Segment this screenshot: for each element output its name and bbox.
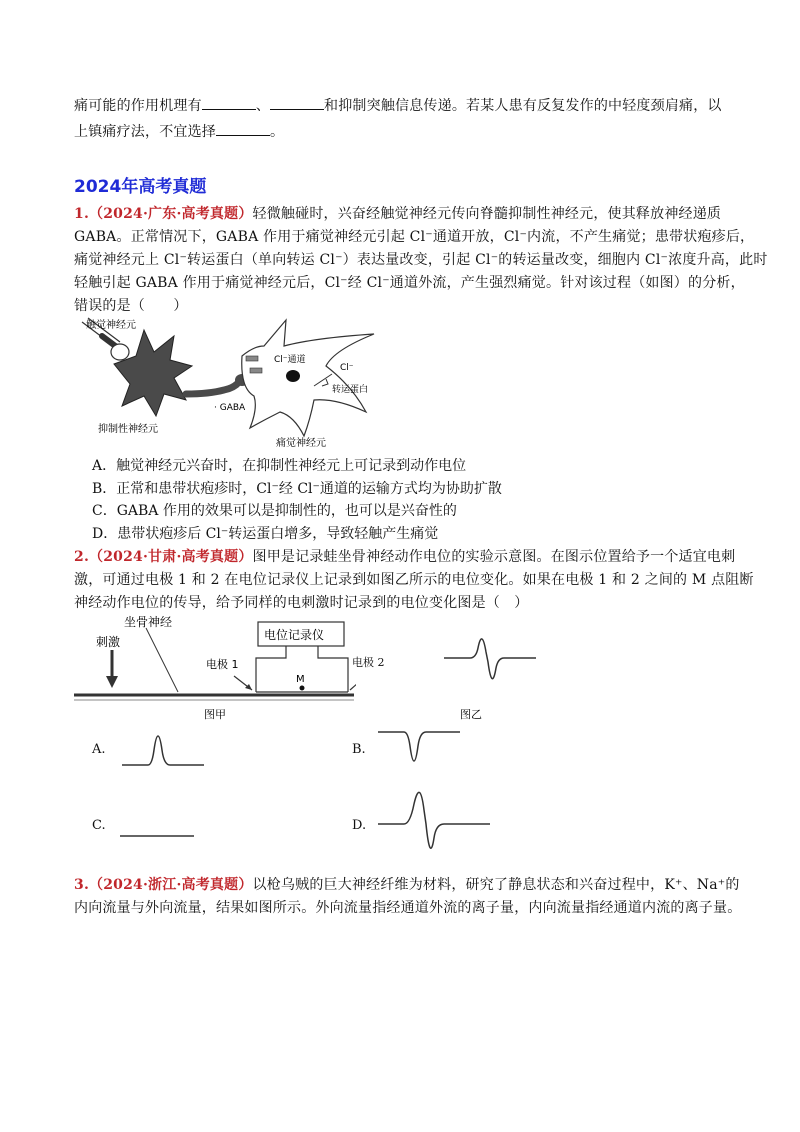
label-tactile-neuron: 触觉神经元 xyxy=(86,320,136,331)
label-point-m: M xyxy=(296,674,305,685)
q2-line-2: 激，可通过电极 1 和 2 在电位记录仪上记录到如图乙所示的电位变化。如果在电极 1 和 2 之间的 M 点阻断 xyxy=(74,572,754,588)
q2-option-b-wave[interactable] xyxy=(374,726,464,776)
q1-line-1 xyxy=(74,203,721,225)
q1-line-5: 错误的是（ ） xyxy=(74,298,188,314)
question-text: 图甲是记录蛙坐骨神经动作电位的实验示意图。在图示位置给予一个适宜电刺 xyxy=(252,549,736,565)
answer-blank[interactable] xyxy=(202,94,256,110)
question-source: （2024·广东·高考真题） xyxy=(89,206,253,222)
q1-line-4: 轻触引起 GABA 作用于痛觉神经元后，Cl⁻经 Cl⁻通道外流，产生强烈痛觉。针对该过程（如图）的分析， xyxy=(74,275,745,291)
q2-line-1 xyxy=(74,546,735,568)
q1-line-2: GABA。正常情况下，GABA 作用于痛觉神经元引起 Cl⁻通道开放，Cl⁻内流，不产生痛觉；患带状疱疹后， xyxy=(74,229,755,245)
q1-line-3: 痛觉神经元上 Cl⁻转运蛋白（单向转运 Cl⁻）表达量改变，引起 Cl⁻的转运量改变，细胞内 Cl⁻浓度升高，此时 xyxy=(74,252,768,268)
question-source: （2024·浙江·高考真题） xyxy=(89,877,253,893)
question-text: 以枪乌贼的巨大神经纤维为材料，研究了静息状态和兴奋过程中，K⁺、Na⁺的 xyxy=(252,877,740,893)
answer-blank[interactable] xyxy=(216,120,270,136)
label-nerve: 坐骨神经 xyxy=(124,615,173,629)
label-stimulus: 刺激 xyxy=(96,635,121,649)
intro-text: 痛可能的作用机理有 xyxy=(74,98,202,114)
label-electrode-1: 电极 1 xyxy=(206,658,239,671)
answer-blank[interactable] xyxy=(270,94,324,110)
q1-option-c[interactable]: C．GABA 作用的效果可以是抑制性的，也可以是兴奋性的 xyxy=(92,503,457,519)
q2-option-c-wave[interactable] xyxy=(118,830,198,842)
q1-neuron-figure xyxy=(74,316,394,452)
section-title: 2024年高考真题 xyxy=(74,177,207,197)
q2-line-3: 神经动作电位的传导，给予同样的电刺激时记录到的电位变化图是（ ） xyxy=(74,595,529,611)
label-electrode-2: 电极 2 xyxy=(352,656,385,669)
label-pain-neuron: 痛觉神经元 xyxy=(276,438,326,449)
question-number: 3. xyxy=(74,877,90,893)
q1-option-b[interactable]: B．正常和患带状疱疹时，Cl⁻经 Cl⁻通道的运输方式均为协助扩散 xyxy=(92,481,502,497)
q2-option-a-wave[interactable] xyxy=(118,720,208,770)
caption-figure-b: 图乙 xyxy=(460,708,482,721)
q2-option-b-label[interactable]: B. xyxy=(352,742,366,757)
label-recorder: 电位记录仪 xyxy=(264,628,325,642)
question-text: 轻微触碰时，兴奋经触觉神经元传向脊髓抑制性神经元，使其释放神经递质 xyxy=(252,206,722,222)
label-cl-channel: Cl⁻通道 xyxy=(274,355,306,365)
label-transporter: 转运蛋白 xyxy=(332,385,369,395)
q2-option-d-label[interactable]: D. xyxy=(352,818,367,833)
q2-figure-a xyxy=(74,614,356,724)
q1-option-a[interactable]: A．触觉神经元兴奋时，在抑制性神经元上可记录到动作电位 xyxy=(92,458,467,474)
q1-option-d[interactable]: D．患带状疱疹后 Cl⁻转运蛋白增多，导致轻触产生痛觉 xyxy=(92,526,439,542)
q2-option-c-label[interactable]: C. xyxy=(92,818,106,833)
question-source: （2024·甘肃·高考真题） xyxy=(89,549,253,565)
q2-option-d-wave[interactable] xyxy=(374,780,494,864)
label-gaba: · GABA xyxy=(214,403,246,413)
intro-line-1 xyxy=(74,94,722,117)
q2-option-a-label[interactable]: A. xyxy=(92,742,106,757)
q3-line-1 xyxy=(74,874,740,896)
intro-line-2 xyxy=(74,120,284,143)
q3-line-2: 内向流量与外向流量，结果如图所示。外向流量指经通道外流的离子量，内向流量指经通道内流的离子量。 xyxy=(74,900,742,916)
intro-text: 和抑制突触信息传递。若某人患有反复发作的中轻度颈肩痛，以 xyxy=(324,98,722,114)
label-cl-ion: Cl⁻ xyxy=(340,363,354,373)
question-number: 1. xyxy=(74,206,90,222)
q2-figure-b xyxy=(440,622,540,722)
intro-text: 上镇痛疗法，不宜选择 xyxy=(74,124,216,140)
separator: 、 xyxy=(255,98,271,114)
question-number: 2. xyxy=(74,549,90,565)
label-inhibitory-neuron: 抑制性神经元 xyxy=(98,424,158,435)
intro-text: 。 xyxy=(270,124,285,140)
caption-figure-a: 图甲 xyxy=(204,708,226,721)
